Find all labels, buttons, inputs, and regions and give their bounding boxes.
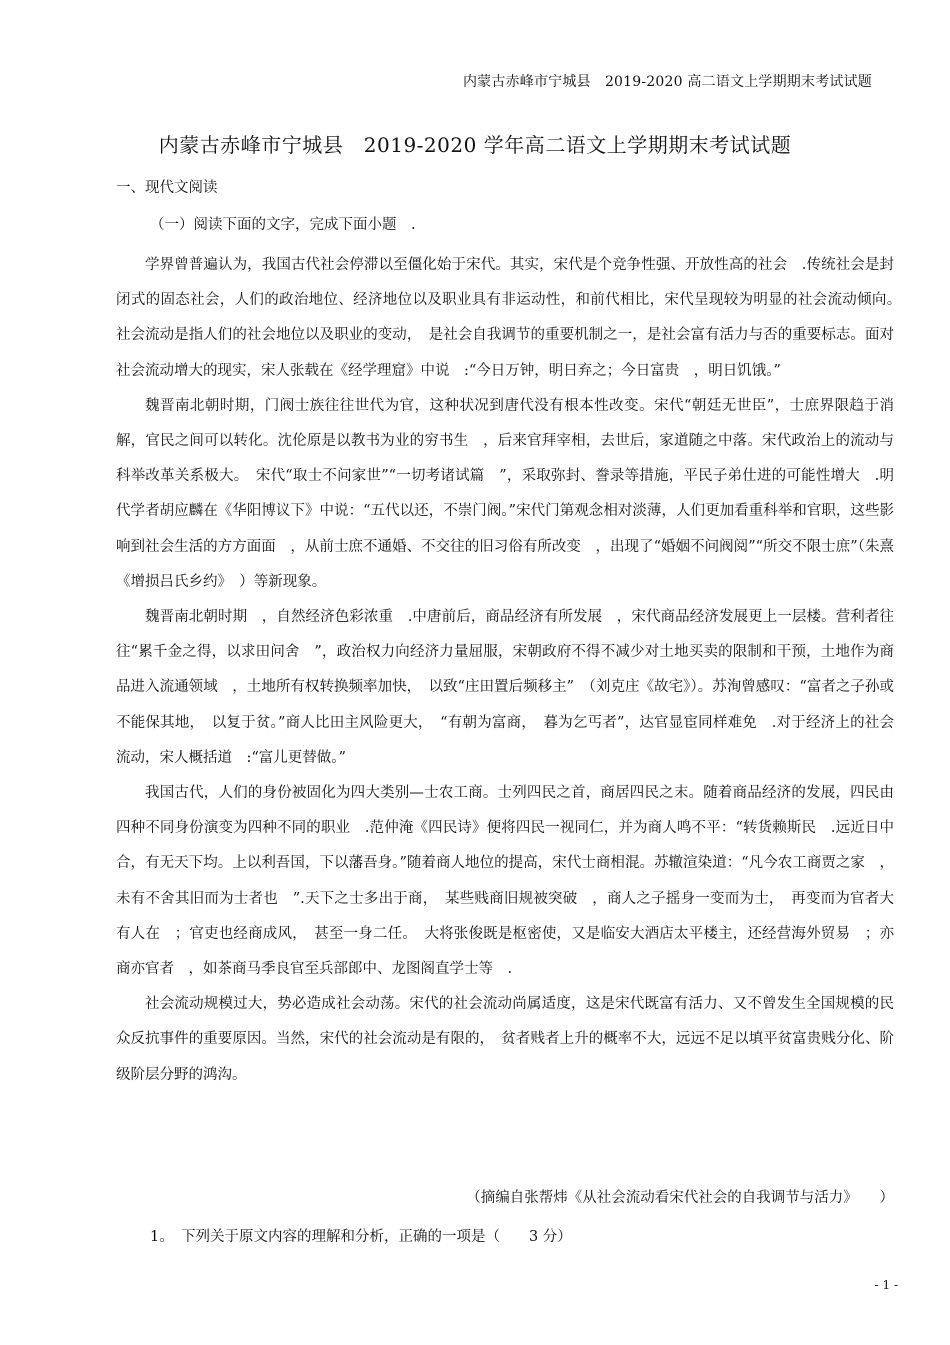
running-header: 内蒙古赤峰市宁城县 2019-2020 高二语文上学期期末考试试题 bbox=[462, 74, 872, 90]
reading-instruction: （一）阅读下面的文字，完成下面小题 . bbox=[150, 217, 416, 233]
section-heading: 一、现代文阅读 bbox=[116, 180, 218, 196]
reading-passage bbox=[116, 248, 909, 1093]
question-1: 1。 下列关于原文内容的理解和分析，正确的一项是（ 3 分） bbox=[150, 1229, 572, 1245]
passage-paragraph: 学界曾普遍认为，我国古代社会停滞以至僵化始于宋代。其实，宋代是个竞争性强、开放性高的社会 .传统社会是封闭式的固态社会，人们的政治地位、经济地位以及职业具有非运动性，和前代相比，宋代呈现较为明显的社会流动倾向。 社会流动是指人们的社会地位以及职业的变动， 是社会自我调节的重要机制之一，是社会富有活力与否的重要标志。面对社会流动增大的现实，宋人张载在《经学理窟》中说 :“今日万钟，明日弃之；今日富贵 ，明日饥饿。” bbox=[116, 257, 909, 379]
passage-paragraph: 我国古代，人们的身份被固化为四大类别—士农工商。士列四民之首，商居四民之末。随着商品经济的发展，四民由四种不同身份演变为四种不同的职业 .范仲淹《四民诗》便将四民一视同仁，并为商人鸣不平：“转货赖斯民 .远近日中合，有无天下均。上以利吾国，下以藩吾身。”随着商人地位的提高，宋代士商相混。苏辙渲染道：“凡今农工商贾之家 ，未有不舍其旧而为士者也 ”.天下之士多出于商， 某些贱商旧规被突破 ，商人之子摇身一变而为士， 再变而为官者大有人在 ；官吏也经商成风， 甚至一身二任。 大将张俊既是枢密使，又是临安大酒店太平楼主，还经营海外贸易 ；亦商亦官者 ，如茶商马季良官至兵部郎中、龙图阁直学士等 . bbox=[116, 785, 894, 978]
page-number: - 1 - bbox=[874, 1278, 898, 1292]
passage-paragraph: 魏晋南北朝时期，门阀士族往往世代为官，这种状况到唐代没有根本性改变。宋代“朝廷无世臣”，士庶界限趋于消解，官民之间可以转化。沈伦原是以教书为业的穷书生 ，后来官拜宰相，去世后，家道随之中落。宋代政治上的流动与科举改革关系极大。 宋代“取士不问家世”“一切考诸试篇 ”，采取弥封、誊录等措施，平民子弟仕进的可能性增大 .明代学者胡应麟在《华阳博议下》中说：“五代以还，不崇门阀。”宋代门第观念相对淡薄，人们更加看重科举和官职，这些影响到社会生活的方方面面 ，从前士庶不通婚、不交往的旧习俗有所改变 ，出现了“婚姻不问阀阅”“所交不限士庶”（朱熹《增损吕氏乡约》 ）等新现象。 bbox=[116, 397, 894, 590]
document-title: 内蒙古赤峰市宁城县 2019-2020 学年高二语文上学期期末考试试题 bbox=[158, 133, 792, 157]
passage-paragraph: 社会流动规模过大，势必造成社会动荡。宋代的社会流动尚属适度，这是宋代既富有活力、又不曾发生全国规模的民众反抗事件的重要原因。当然，宋代的社会流动是有限的， 贫者贱者上升的概率不大，远远不足以填平贫富贵贱分化、阶级阶层分野的鸿沟。 bbox=[116, 996, 894, 1083]
passage-source: （摘编自张帮炜《从社会流动看宋代社会的自我调节与活力》 ） bbox=[466, 1190, 894, 1206]
passage-paragraph: 魏晋南北朝时期 ，自然经济色彩浓重 .中唐前后，商品经济有所发展 ，宋代商品经济发展更上一层楼。营利者往往“累千金之得，以求田问舍 ”，政治权力向经济力量屈服，宋朝政府不得不减少对土地买卖的限制和干预，土地作为商品进入流通领域 ，土地所有权转换频率加快， 以致“庄田置后频移主” （刘克庄《故宅》）。苏洵曾感叹：“富者之子孙或不能保其地， 以复于贫。”商人比田主风险更大， “有朝为富商， 暮为乞丐者”，达官显宦同样难免 .对于经济上的社会流动，宋人概括道 :“富儿更替做。” bbox=[116, 609, 894, 766]
